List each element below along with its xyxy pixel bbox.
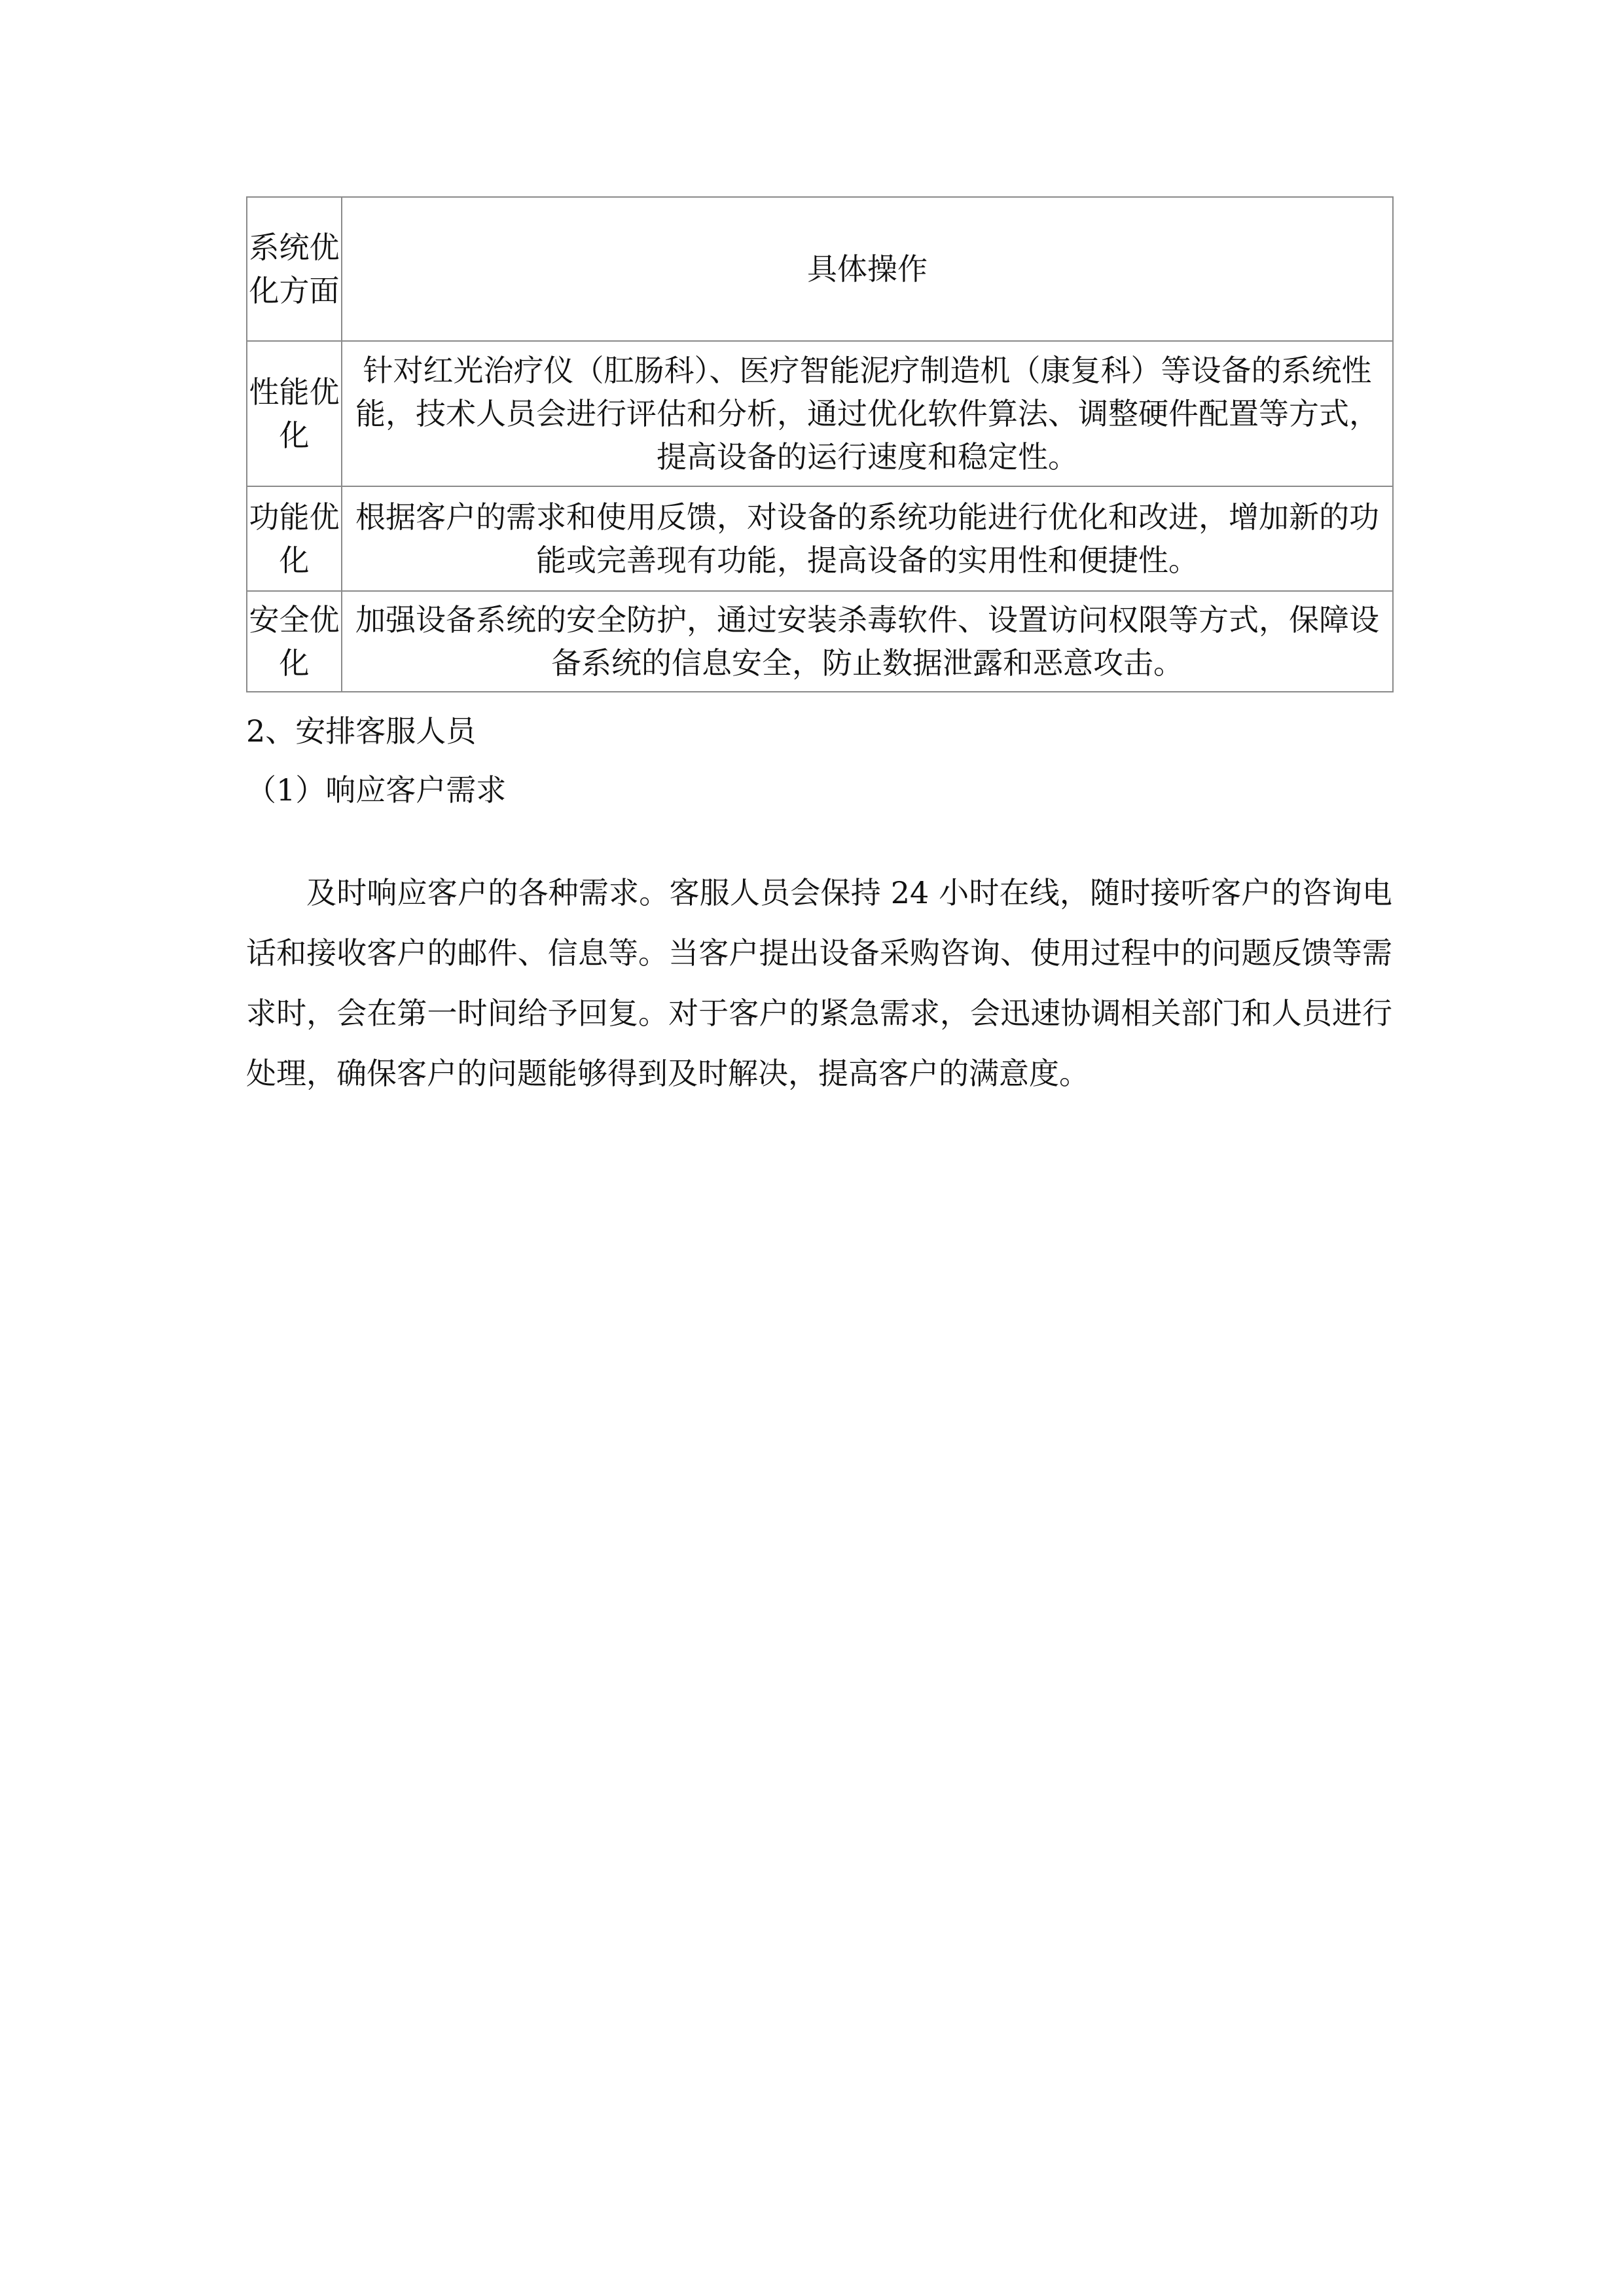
row-detail-cell: 根据客户的需求和使用反馈，对设备的系统功能进行优化和改进，增加新的功能或完善现有功能，提高设备的实用性和便捷性。 [342,486,1393,591]
section-heading: 2、安排客服人员 [246,713,477,749]
row-detail-cell: 针对红光治疗仪（肛肠科）、医疗智能泥疗制造机（康复科）等设备的系统性能，技术人员会进行评估和分析，通过优化软件算法、调整硬件配置等方式，提高设备的运行速度和稳定性。 [342,341,1393,486]
table-row [247,341,1393,486]
section-subheading: （1）响应客户需求 [246,772,507,808]
row-aspect-cell: 功能优化 [247,486,342,591]
row-aspect-cell: 性能优化 [247,341,342,486]
table-row [247,486,1393,591]
row-detail-cell: 加强设备系统的安全防护，通过安装杀毒软件、设置访问权限等方式，保障设备系统的信息安全，防止数据泄露和恶意攻击。 [342,591,1393,692]
table-row [247,591,1393,692]
optimization-table [246,196,1394,692]
body-paragraph: 及时响应客户的各种需求。客服人员会保持 24 小时在线，随时接听客户的咨询电话和接收客户的邮件、信息等。当客户提出设备采购咨询、使用过程中的问题反馈等需求时，会在第一时间给予回复。对于客户的紧急需求，会迅速协调相关部门和人员进行处理，确保客户的问题能够得到及时解决，提高客户的满意度。 [246,875,1392,1091]
row-aspect-cell: 安全优化 [247,591,342,692]
header-aspect-cell: 系统优化方面 [247,197,342,341]
table-header-row [247,197,1393,341]
header-detail-cell: 具体操作 [342,197,1393,341]
